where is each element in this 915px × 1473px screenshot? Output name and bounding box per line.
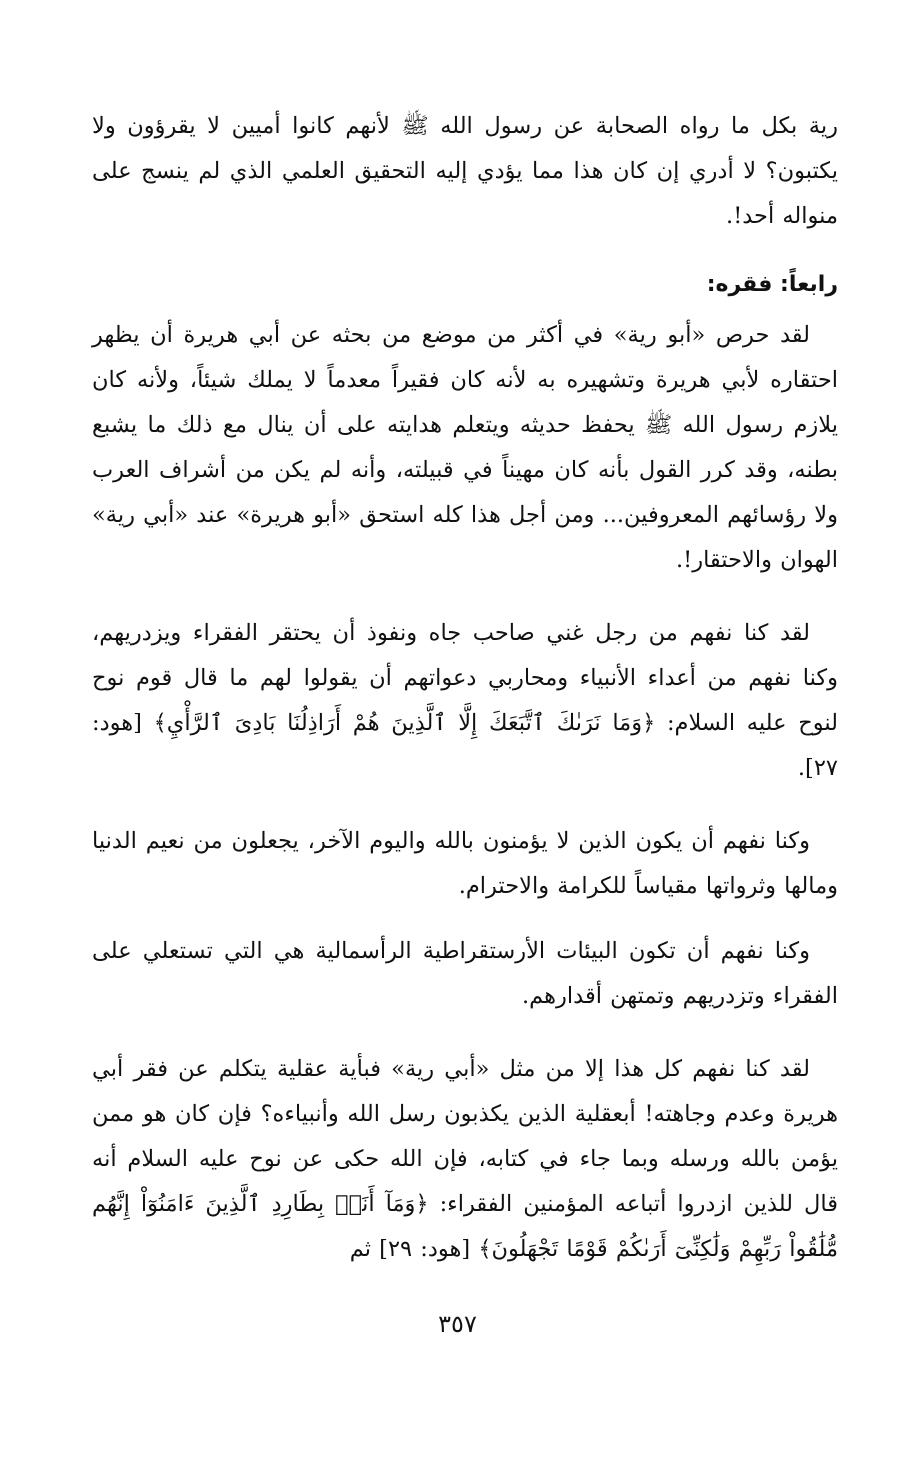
verse-reference-hud-27: [هود: ٢٧]. <box>92 710 838 781</box>
quran-verse-hud-27: ﴿وَمَا نَرَىٰكَ ٱتَّبَعَكَ إِلَّا ٱلَّذِينَ هُمْ أَرَاذِلُنَا بَادِىَ ٱلرَّأْيِ﴾ <box>153 710 656 736</box>
paragraph-2 <box>92 611 838 791</box>
paragraph-3: وكنا نفهم أن يكون الذين لا يؤمنون بالله واليوم الآخر، يجعلون من نعيم الدنيا ومالها وثرواتها مقياساً للكرامة والاحترام. <box>92 828 838 899</box>
paragraph-4: وكنا نفهم أن تكون البيئات الأرستقراطية الرأسمالية هي التي تستعلي على الفقراء وتزدريهم وتمتهن أقدارهم. <box>92 938 838 1009</box>
paragraph-continuation: رية بكل ما رواه الصحابة عن رسول الله ﷺ لأنهم كانوا أميين لا يقرؤون ولا يكتبون؟ لا أدري إن كان هذا مما يؤدي إليه التحقيق العلمي الذي لم ينسج على منواله أحد!. <box>92 113 838 229</box>
paragraph-1: لقد حرص «أبو رية» في أكثر من موضع من بحثه عن أبي هريرة أن يظهر احتقاره لأبي هريرة وتشهيره به لأنه كان فقيراً معدماً لا يملك شيئاً، ولأنه كان يلازم رسول الله ﷺ يحفظ حديثه ويتعلم هدايته على أن ينال مع ذلك ما يشبع بطنه، وقد كرر القول بأنه كان مهيناً في قبيلته، وأنه لم يكن من أشراف العرب ولا رؤسائهم المعروفين... ومن أجل هذا كله استحق «أبو هريرة» عند «أبي رية» الهوان والاحتقار!. <box>92 322 838 573</box>
section-heading: رابعاً: فقره: <box>706 272 838 297</box>
paragraph-2-text: لقد كنا نفهم من رجل غني صاحب جاه ونفوذ أن يحتقر الفقراء ويزدريهم، وكنا نفهم من أعداء الأنبياء ومحاربي دعواتهم أن يقولوا لهم ما قال قوم نوح لنوح عليه السلام: <box>92 620 838 736</box>
quran-verse-hud-29: ﴿وَمَآ أَنَا۠ بِطَارِدِ ٱلَّذِينَ ءَامَنُوٓاْ إِنَّهُم مُّلَٰقُواْ رَبِّهِمْ وَلَٰكِنِّىٓ أَرَىٰكُمْ قَوْمًا تَجْهَلُونَ﴾ <box>92 1191 838 1262</box>
page-body <box>92 104 838 1272</box>
paragraph-5 <box>92 1047 838 1272</box>
page-number: ٣٥٧ <box>438 1310 477 1338</box>
paragraph-5-text: لقد كنا نفهم كل هذا إلا من مثل «أبي رية» فبأية عقلية يتكلم عن فقر أبي هريرة وعدم وجاهته! أبعقلية الذين يكذبون رسل الله وأنبياءه؟ فإن كان هو ممن يؤمن بالله ورسله وبما جاء في كتابه، فإن الله حكى عن نوح عليه السلام أنه قال للذين ازدروا أتباعه المؤمنين الفقراء: <box>92 1056 838 1217</box>
verse-reference-hud-29: [هود: ٢٩] ثم <box>349 1236 479 1262</box>
